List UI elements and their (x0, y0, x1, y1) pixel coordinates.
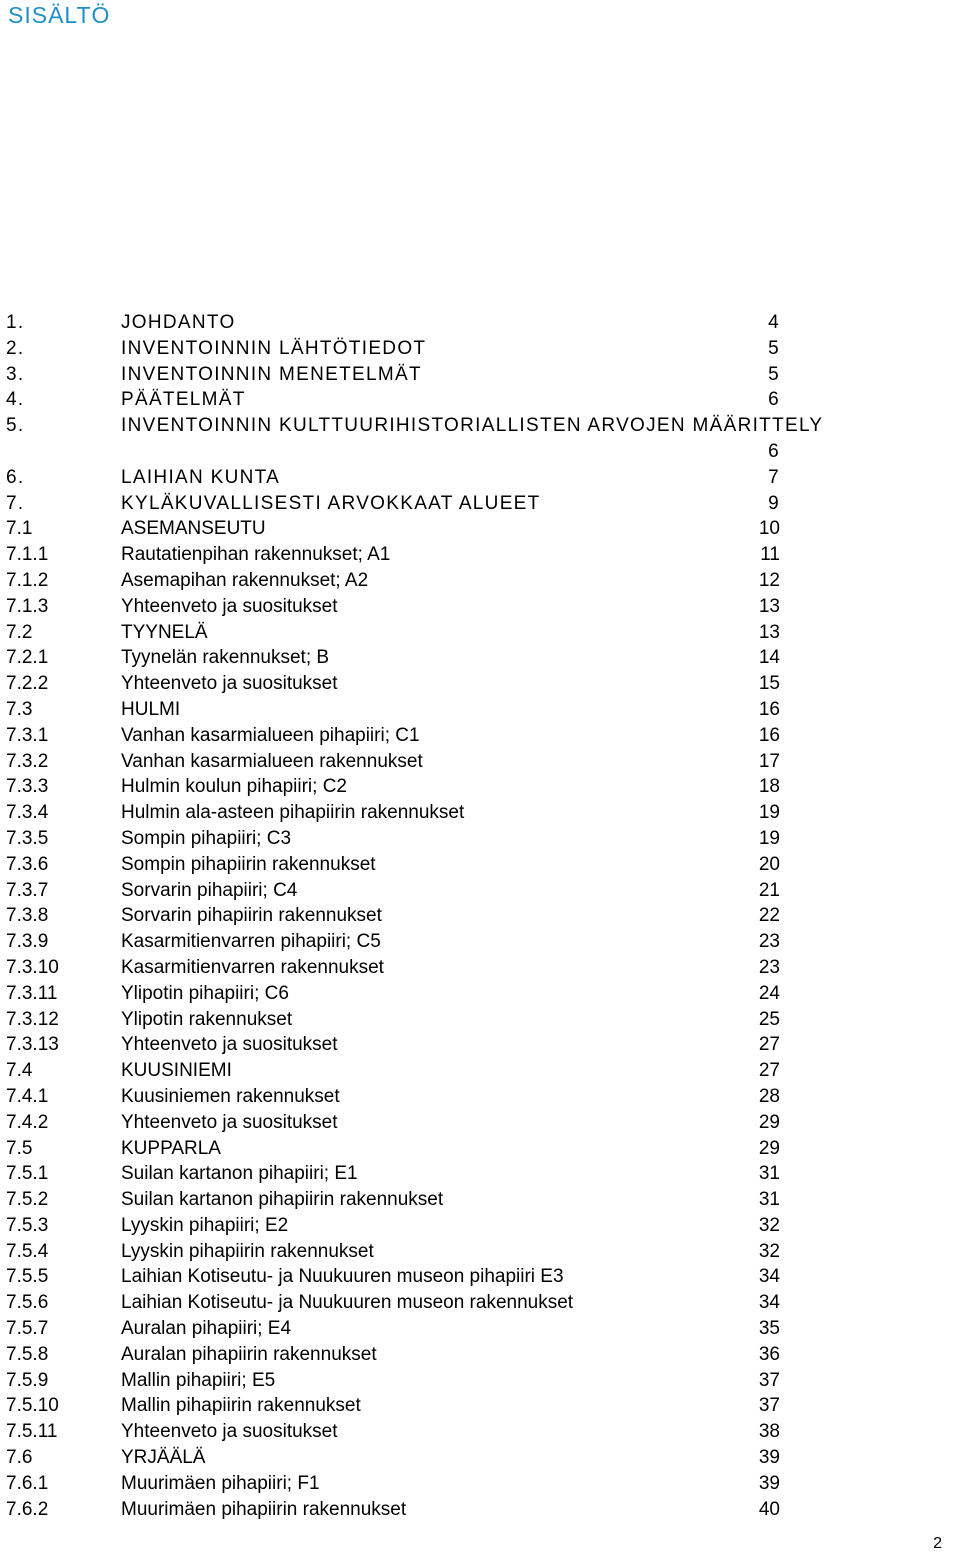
toc-entry-number: 7.1.3 (6, 595, 49, 617)
toc-entry-page: 25 (758, 1008, 780, 1030)
toc-entry-number: 7.3.2 (6, 750, 49, 772)
toc-entry-title: Auralan pihapiiri; E4 (121, 1318, 292, 1340)
toc-entry-number: 7.5 (6, 1137, 33, 1159)
toc-entry-title: Lyyskin pihapiiri; E2 (121, 1214, 289, 1236)
toc-entry-page: 39 (758, 1472, 780, 1494)
toc-entry-number: 7.3.4 (6, 802, 49, 824)
toc-entry-title: Muurimäen pihapiirin rakennukset (121, 1498, 407, 1520)
toc-entry-title: Sorvarin pihapiirin rakennukset (121, 905, 382, 927)
toc-entry-title: Yhteenveto ja suositukset (121, 1111, 338, 1133)
toc-entry[interactable] (6, 1058, 906, 1084)
toc-entry[interactable] (6, 955, 906, 981)
toc-entry-number: 7.5.9 (6, 1369, 49, 1391)
toc-entry[interactable] (6, 1342, 906, 1368)
toc-entry[interactable] (6, 594, 906, 620)
toc-entry-number: 7.3.7 (6, 879, 49, 901)
toc-entry[interactable] (6, 800, 906, 826)
toc-entry-number: 1. (6, 312, 25, 333)
toc-entry-page: 40 (758, 1498, 780, 1520)
toc-entry-title: Sompin pihapiiri; C3 (121, 827, 292, 849)
toc-entry-page: 39 (758, 1447, 780, 1469)
toc-entry-title: Suilan kartanon pihapiiri; E1 (121, 1163, 358, 1185)
toc-entry-number: 7.3.3 (6, 776, 49, 798)
toc-entry[interactable] (6, 826, 906, 852)
toc-entry-page: 18 (758, 776, 780, 798)
toc-entry[interactable] (6, 1007, 906, 1033)
toc-entry-number: 7.1.1 (6, 544, 49, 566)
toc-entry-title: INVENTOINNIN KULTTUURIHISTORIALLISTEN ARVOJEN MÄÄRITTELY (121, 415, 824, 437)
toc-entry-page: 5 (768, 363, 780, 385)
toc-entry-title: Laihian Kotiseutu- ja Nuukuuren museon rakennukset (121, 1292, 574, 1314)
toc-entry[interactable] (6, 1290, 906, 1316)
toc-entry-page: 7 (768, 466, 780, 488)
toc-entry-number: 7.5.1 (6, 1163, 49, 1185)
toc-entry-title: Asemapihan rakennukset; A2 (121, 569, 369, 591)
toc-entry-number: 7.5.2 (6, 1189, 49, 1211)
toc-entry-title: Sompin pihapiirin rakennukset (121, 853, 376, 875)
toc-entry[interactable] (6, 1445, 906, 1471)
toc-entry-page: 11 (760, 544, 780, 566)
toc-entry-page: 24 (758, 982, 780, 1004)
toc-entry-number: 7.3.1 (6, 724, 49, 746)
toc-entry-page: 17 (758, 750, 780, 772)
toc-entry-title: Mallin pihapiirin rakennukset (121, 1395, 361, 1417)
toc-entry[interactable] (6, 491, 906, 517)
toc-entry-page: 20 (758, 853, 780, 875)
toc-entry[interactable] (6, 1497, 906, 1523)
toc-entry[interactable] (6, 878, 906, 904)
toc-entry-page: 29 (758, 1111, 780, 1133)
toc-entry-title: Vanhan kasarmialueen pihapiiri; C1 (121, 724, 420, 746)
toc-entry[interactable] (6, 1110, 906, 1136)
toc-entry-title: Kasarmitienvarren pihapiiri; C5 (121, 931, 381, 953)
toc-entry-page: 16 (758, 698, 780, 720)
toc-entry-title: HULMI (121, 698, 181, 720)
toc-entry-title: Yhteenveto ja suositukset (121, 1421, 338, 1443)
toc-entry-title: Hulmin ala-asteen pihapiirin rakennukset (121, 802, 465, 824)
toc-entry-page: 37 (758, 1369, 780, 1391)
toc-entry-title: LAIHIAN KUNTA (121, 466, 281, 488)
toc-entry-number: 7.1.2 (6, 569, 49, 591)
toc-entry-title: Vanhan kasarmialueen rakennukset (121, 750, 423, 772)
toc-entry-page: 34 (758, 1292, 780, 1314)
toc-entry-number: 7.2.2 (6, 673, 49, 695)
toc-entry-title: Yhteenveto ja suositukset (121, 673, 338, 695)
toc-entry-page: 36 (758, 1343, 780, 1365)
toc-entry[interactable] (6, 1316, 906, 1342)
toc-entry[interactable] (6, 362, 906, 388)
toc-entry-number: 7.5.10 (6, 1395, 59, 1417)
toc-entry[interactable] (6, 1393, 906, 1419)
toc-entry[interactable] (6, 1213, 906, 1239)
toc-entry-number: 7.4.2 (6, 1111, 49, 1133)
toc-entry-page: 16 (758, 724, 780, 746)
toc-entry-title: Hulmin koulun pihapiiri; C2 (121, 776, 347, 798)
toc-entry-title: KYLÄKUVALLISESTI ARVOKKAAT ALUEET (121, 492, 541, 514)
toc-entry-title: Yhteenveto ja suositukset (121, 1034, 338, 1056)
toc-entry-number: 7.1 (6, 518, 33, 540)
toc-entry[interactable] (6, 413, 906, 465)
toc-entry[interactable] (6, 774, 906, 800)
toc-entry-title: Kasarmitienvarren rakennukset (121, 956, 384, 978)
toc-entry-number: 7.5.8 (6, 1343, 49, 1365)
toc-entry-page: 22 (758, 905, 780, 927)
toc-entry-page: 28 (758, 1085, 780, 1107)
toc-entry-page: 37 (758, 1395, 780, 1417)
toc-entry-title: INVENTOINNIN LÄHTÖTIEDOT (121, 337, 427, 359)
toc-entry-page: 23 (758, 956, 780, 978)
toc-entry-page: 13 (758, 595, 780, 617)
toc-entry[interactable] (6, 516, 906, 542)
toc-entry-title: Lyyskin pihapiirin rakennukset (121, 1240, 374, 1262)
toc-entry-number: 7.4.1 (6, 1085, 49, 1107)
toc-entry-number: 3. (6, 363, 25, 385)
toc-entry[interactable] (6, 981, 906, 1007)
toc-entry-page: 34 (758, 1266, 780, 1288)
toc-entry-title: INVENTOINNIN MENETELMÄT (121, 363, 422, 385)
toc-entry-page: 6 (768, 389, 780, 411)
toc-entry-title: Ylipotin pihapiiri; C6 (121, 982, 289, 1004)
toc-entry-number: 7.6 (6, 1447, 33, 1469)
page-number: 2 (933, 1535, 942, 1552)
toc-entry-title: Muurimäen pihapiiri; F1 (121, 1472, 320, 1494)
toc-entry-title: Ylipotin rakennukset (121, 1008, 293, 1030)
toc-entry-title: Yhteenveto ja suositukset (121, 595, 338, 617)
toc-entry[interactable] (6, 1084, 906, 1110)
toc-entry-title: YRJÄÄLÄ (121, 1447, 206, 1469)
toc-entry-page: 23 (758, 931, 780, 953)
toc-entry-page: 32 (758, 1214, 780, 1236)
toc-entry-number: 4. (6, 389, 25, 411)
toc-entry[interactable] (6, 1368, 906, 1394)
toc-entry-page: 12 (758, 569, 780, 591)
toc-entry[interactable] (6, 1161, 906, 1187)
toc-entry-title: Sorvarin pihapiiri; C4 (121, 879, 298, 901)
toc-entry-title: KUPPARLA (121, 1137, 221, 1159)
toc-entry-number: 7.6.1 (6, 1472, 49, 1494)
toc-entry-number: 7.5.6 (6, 1292, 49, 1314)
toc-entry-page: 6 (768, 440, 780, 462)
toc-entry-title: KUUSINIEMI (121, 1060, 232, 1082)
toc-entry-number: 7.5.7 (6, 1318, 49, 1340)
toc-entry-page: 9 (768, 492, 780, 514)
toc-entry-page: 10 (758, 518, 780, 540)
toc-entry-number: 7.5.11 (6, 1421, 58, 1443)
toc-entry-number: 7.3.13 (6, 1034, 59, 1056)
toc-entry[interactable] (6, 929, 906, 955)
toc-entry-page: 27 (758, 1060, 780, 1082)
toc-entry-title: Tyynelän rakennukset; B (121, 647, 330, 669)
toc-entry-number: 5. (6, 415, 25, 437)
toc-entry[interactable] (6, 568, 906, 594)
toc-entry-title: Laihian Kotiseutu- ja Nuukuuren museon pihapiiri E3 (121, 1266, 564, 1288)
toc-entry-page: 31 (758, 1189, 780, 1211)
toc-entry-number: 7.5.5 (6, 1266, 49, 1288)
toc-entry-page: 35 (758, 1318, 780, 1340)
toc-entry-title: ASEMANSEUTU (121, 518, 266, 540)
toc-entry[interactable] (6, 336, 906, 362)
toc-entry[interactable] (6, 1032, 906, 1058)
toc-entry-page: 19 (758, 827, 780, 849)
toc-entry[interactable] (6, 620, 906, 646)
toc-entry-title: TYYNELÄ (121, 621, 208, 643)
toc-entry-number: 7.4 (6, 1060, 33, 1082)
page-title: SISÄLTÖ (8, 2, 111, 28)
toc-entry-page: 5 (768, 337, 780, 359)
toc-entry[interactable] (6, 542, 906, 568)
toc-entry-number: 7. (6, 492, 25, 514)
toc-entry[interactable] (6, 697, 906, 723)
toc-entry[interactable] (6, 903, 906, 929)
toc-entry-number: 2. (6, 337, 25, 359)
toc-entry-page: 31 (758, 1163, 780, 1185)
toc-entry[interactable] (6, 671, 906, 697)
toc-entry-page: 38 (758, 1421, 780, 1443)
toc-entry-number: 7.3.10 (6, 956, 59, 978)
toc-entry-number: 7.5.3 (6, 1214, 49, 1236)
toc-entry-page: 4 (768, 312, 780, 333)
toc-entry-page: 19 (758, 802, 780, 824)
toc-entry[interactable] (6, 852, 906, 878)
toc-entry-number: 7.3.11 (6, 982, 58, 1004)
toc-entry-title: JOHDANTO (121, 312, 236, 333)
toc-entry-number: 6. (6, 466, 25, 488)
toc-entry-number: 7.2 (6, 621, 33, 643)
toc-entry[interactable] (6, 1264, 906, 1290)
toc-entry[interactable] (6, 1136, 906, 1162)
toc-entry[interactable] (6, 1239, 906, 1265)
toc-entry-number: 7.2.1 (6, 647, 49, 669)
toc-entry-page: 14 (758, 647, 780, 669)
toc-entry[interactable] (6, 310, 906, 336)
toc-entry[interactable] (6, 1187, 906, 1213)
toc-entry-title: Rautatienpihan rakennukset; A1 (121, 544, 391, 566)
toc-entry-number: 7.3.8 (6, 905, 49, 927)
toc-entry-number: 7.5.4 (6, 1240, 49, 1262)
toc-entry-page: 32 (758, 1240, 780, 1262)
table-of-contents (6, 310, 906, 1522)
toc-entry-title: Suilan kartanon pihapiirin rakennukset (121, 1189, 444, 1211)
toc-entry-page: 21 (758, 879, 780, 901)
toc-entry[interactable] (6, 723, 906, 749)
toc-entry[interactable] (6, 645, 906, 671)
toc-entry-page: 27 (758, 1034, 780, 1056)
toc-entry-title: Kuusiniemen rakennukset (121, 1085, 340, 1107)
toc-entry-title: Mallin pihapiiri; E5 (121, 1369, 276, 1391)
toc-entry-page: 13 (758, 621, 780, 643)
toc-entry-number: 7.3.6 (6, 853, 49, 875)
toc-entry[interactable] (6, 1471, 906, 1497)
toc-entry-number: 7.3.5 (6, 827, 49, 849)
toc-entry-title: PÄÄTELMÄT (121, 389, 246, 411)
toc-entry-page: 29 (758, 1137, 780, 1159)
toc-entry-page: 15 (758, 673, 780, 695)
toc-entry-number: 7.3.12 (6, 1008, 59, 1030)
toc-entry-number: 7.3 (6, 698, 33, 720)
toc-entry[interactable] (6, 1419, 906, 1445)
toc-entry-title: Auralan pihapiirin rakennukset (121, 1343, 377, 1365)
toc-entry-number: 7.3.9 (6, 931, 49, 953)
toc-entry[interactable] (6, 387, 906, 413)
toc-entry[interactable] (6, 749, 906, 775)
toc-entry[interactable] (6, 465, 906, 491)
toc-entry-number: 7.6.2 (6, 1498, 49, 1520)
